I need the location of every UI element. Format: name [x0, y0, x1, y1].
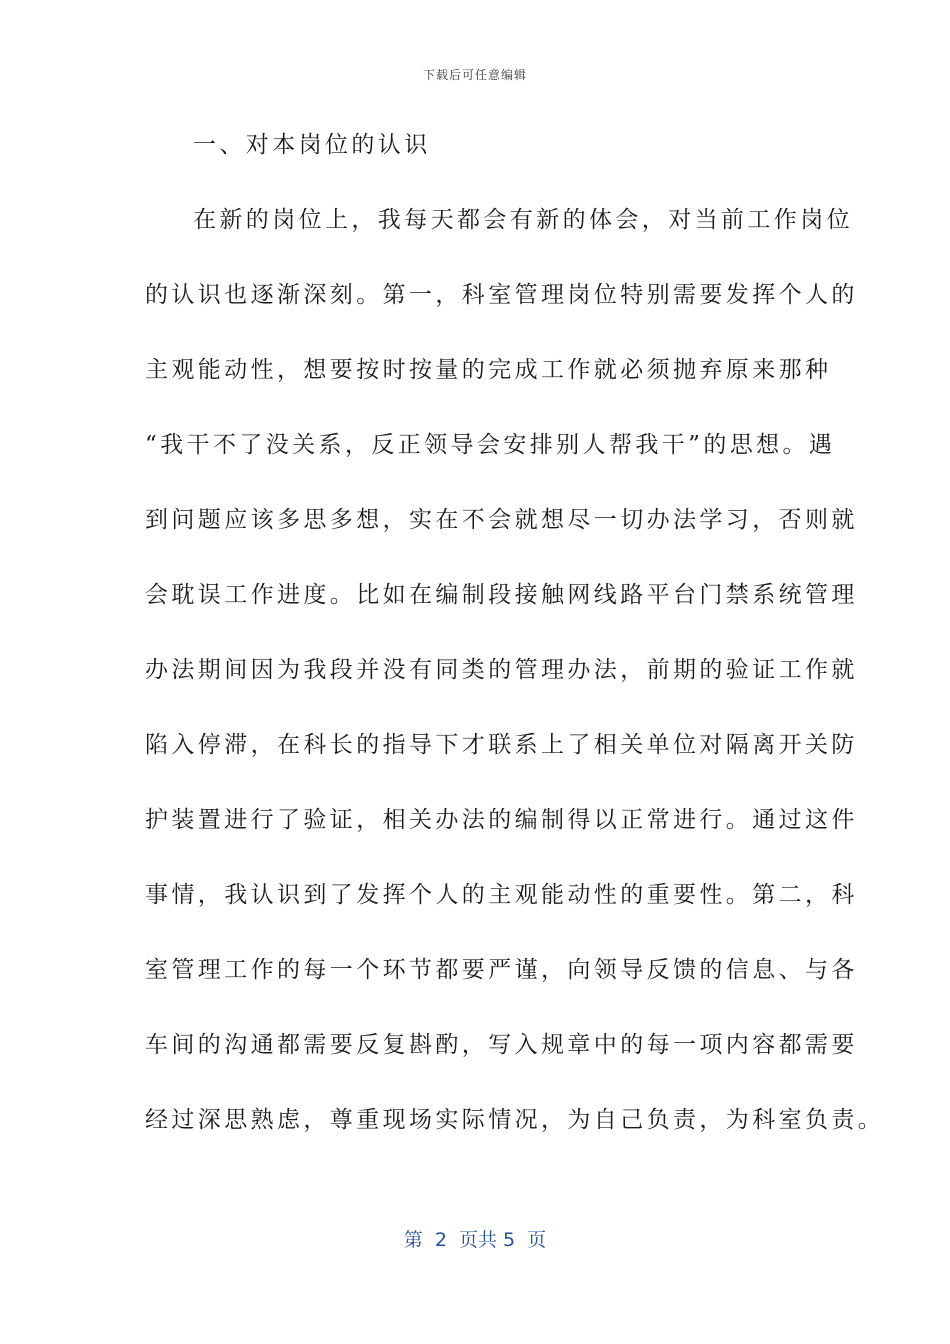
section-heading: 一、对本岗位的认识 — [193, 132, 431, 158]
paragraph-line-13: 经过深思熟虑，尊重现场实际情况，为自己负责，为科室负责。 — [145, 1107, 885, 1133]
paragraph-line-1: 在新的岗位上，我每天都会有新的体会，对当前工作岗位 — [193, 207, 853, 233]
paragraph-line-10: 事情，我认识到了发挥个人的主观能动性的重要性。第二，科 — [145, 882, 858, 908]
paragraph-line-11: 室管理工作的每一个环节都要严谨，向领导反馈的信息、与各 — [145, 957, 858, 983]
paragraph-line-2: 的认识也逐渐深刻。第一，科室管理岗位特别需要发挥个人的 — [145, 282, 858, 308]
paragraph-line-4: “我干不了没关系，反正领导会安排别人帮我干”的思想。遇 — [145, 432, 836, 458]
page-number-footer: 第 2 页共 5 页 — [403, 1229, 547, 1251]
paragraph-line-7: 办法期间因为我段并没有同类的管理办法，前期的验证工作就 — [145, 657, 858, 683]
page-header-note: 下载后可任意编辑 — [422, 68, 527, 82]
paragraph-line-3: 主观能动性，想要按时按量的完成工作就必须抛弃原来那种 — [145, 357, 832, 383]
paragraph-line-8: 陷入停滞，在科长的指导下才联系上了相关单位对隔离开关防 — [145, 732, 858, 758]
paragraph-line-9: 护装置进行了验证，相关办法的编制得以正常进行。通过这件 — [145, 807, 858, 833]
document-body — [145, 120, 885, 1170]
paragraph-line-5: 到问题应该多思多想，实在不会就想尽一切办法学习，否则就 — [145, 507, 858, 533]
paragraph-line-6: 会耽误工作进度。比如在编制段接触网线路平台门禁系统管理 — [145, 582, 858, 608]
paragraph-line-12: 车间的沟通都需要反复斟酌，写入规章中的每一项内容都需要 — [145, 1032, 858, 1058]
